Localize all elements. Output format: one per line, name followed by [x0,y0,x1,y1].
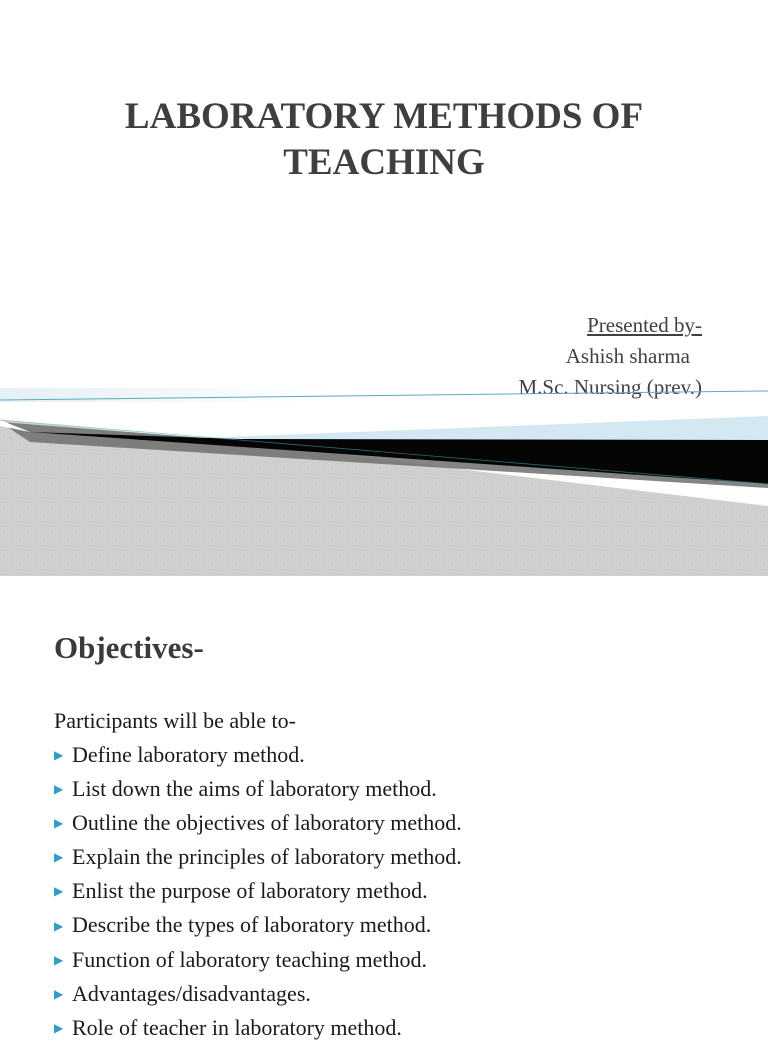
light-band [0,388,380,402]
presented-by-label: Presented by- [587,313,702,337]
triangle-right-icon: ▶ [54,782,64,797]
decorative-wave-band [0,380,768,576]
list-item: ▶ Outline the objectives of laboratory method. [54,806,462,840]
list-item: ▶ Describe the types of laboratory method. [54,908,462,942]
triangle-right-icon: ▶ [54,952,64,967]
list-item: ▶ Advantages/disadvantages. [54,977,462,1011]
objectives-heading: Objectives- [54,630,204,665]
list-item: ▶ Define laboratory method. [54,738,462,772]
list-item: ▶ Function of laboratory teaching method. [54,943,462,977]
triangle-right-icon: ▶ [54,748,64,763]
list-item: ▶ List down the aims of laboratory method. [54,772,462,806]
objectives-list [54,738,462,1045]
list-item: ▶ Role of teacher in laboratory method. [54,1011,462,1045]
list-item: ▶ Enlist the purpose of laboratory method. [54,874,462,908]
presenter-degree: M.Sc. Nursing (prev.) [518,375,702,399]
presenter-name: Ashish sharma [565,344,690,368]
slide-title: LABORATORY METHODS OF TEACHING [124,96,644,183]
triangle-right-icon: ▶ [54,986,64,1001]
triangle-right-icon: ▶ [54,1020,64,1035]
triangle-right-icon: ▶ [54,850,64,865]
objectives-intro: Participants will be able to- [54,708,296,733]
objectives-slide [0,576,768,1040]
triangle-right-icon: ▶ [54,918,64,933]
triangle-right-icon: ▶ [54,816,64,831]
triangle-right-icon: ▶ [54,884,64,899]
light-blue-sweep [200,416,768,442]
list-item: ▶ Explain the principles of laboratory method. [54,840,462,874]
